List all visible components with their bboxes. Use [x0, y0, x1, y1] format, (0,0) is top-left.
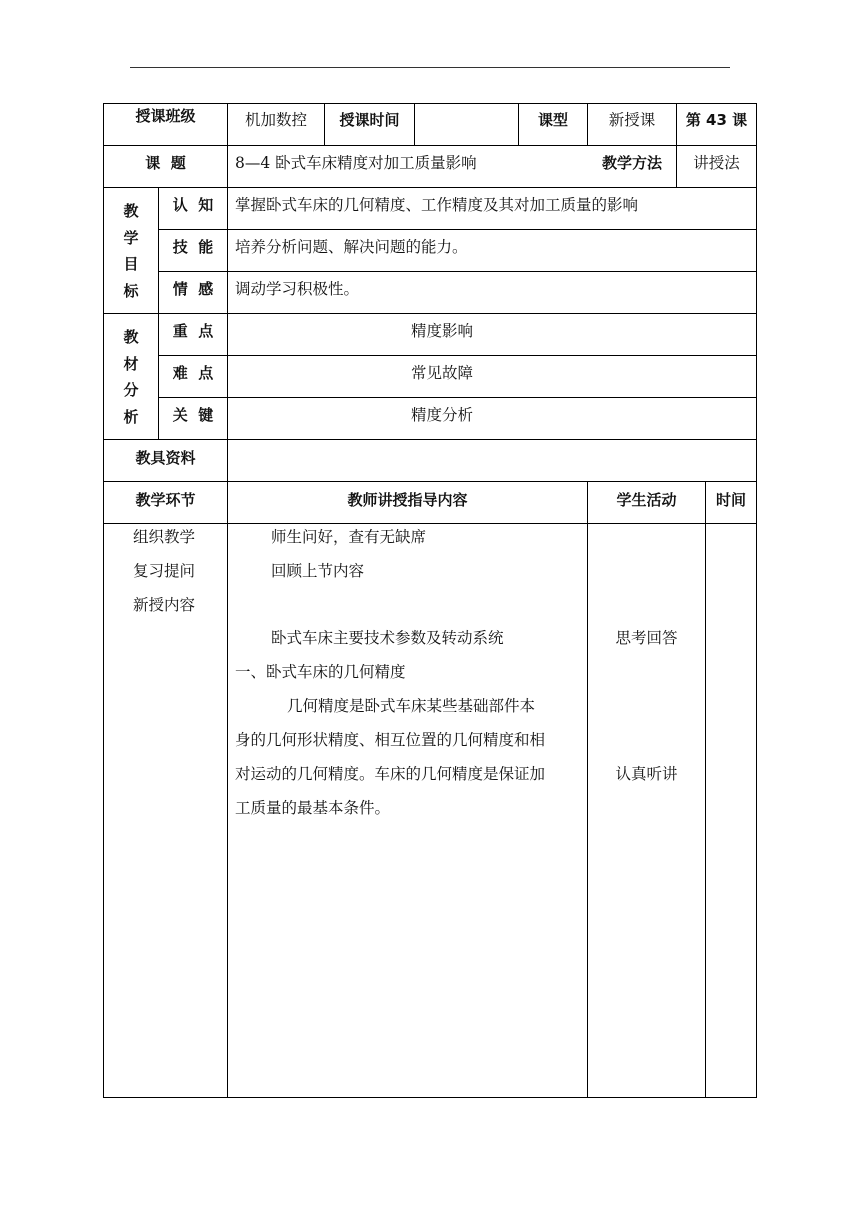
objectives-group-char: 教	[123, 202, 139, 220]
stage-item: 组织教学	[133, 528, 196, 546]
table-rule	[158, 355, 757, 356]
stage-item: 复习提问	[133, 562, 196, 580]
emotion-label: 情 感	[172, 280, 214, 298]
cognition-value: 掌握卧式车床的几何精度、工作精度及其对加工质量的影响	[235, 196, 639, 214]
key-point-label: 重 点	[172, 322, 214, 340]
header-student-activity: 学生活动	[616, 491, 677, 509]
content-line: 师生问好，查有无缺席	[271, 528, 427, 546]
skill-value: 培养分析问题、解决问题的能力。	[235, 238, 468, 256]
type-label: 课型	[537, 111, 568, 129]
analysis-group-char: 分	[123, 381, 139, 399]
table-rule	[587, 481, 588, 1098]
stage-item: 新授内容	[133, 596, 196, 614]
method-value: 讲授法	[693, 154, 740, 172]
lesson-number: 第 43 课	[685, 111, 748, 129]
table-rule	[103, 187, 757, 188]
table-rule	[705, 481, 706, 1098]
difficulty-value: 常见故障	[410, 364, 473, 382]
table-rule	[414, 103, 415, 145]
content-line: 对运动的几何精度。车床的几何精度是保证加	[235, 765, 546, 783]
content-line: 身的几何形状精度、相互位置的几何精度和相	[235, 731, 546, 749]
header-rule	[130, 67, 730, 68]
table-rule	[103, 439, 757, 440]
crux-value: 精度分析	[410, 406, 473, 424]
header-stage: 教学环节	[135, 491, 196, 509]
table-rule	[158, 271, 757, 272]
content-line: 几何精度是卧式车床某些基础部件本	[287, 697, 536, 715]
topic-value: 8—4 卧式车床精度对加工质量影响	[235, 154, 477, 172]
objectives-group-char: 目	[123, 255, 139, 273]
student-activity: 认真听讲	[615, 765, 678, 783]
emotion-value: 调动学习积极性。	[235, 280, 360, 298]
content-line: 卧式车床主要技术参数及转动系统	[271, 629, 504, 647]
table-rule	[103, 523, 757, 524]
type-value: 新授课	[608, 111, 656, 129]
objectives-group-char: 标	[123, 281, 139, 300]
analysis-group-label	[121, 324, 141, 430]
cognition-label: 认 知	[172, 196, 214, 214]
class-value: 机加数控	[244, 111, 307, 129]
analysis-group-char: 材	[123, 354, 139, 373]
skill-label: 技 能	[172, 238, 214, 256]
analysis-group-char: 析	[123, 407, 139, 426]
key-point-value: 精度影响	[410, 322, 473, 340]
difficulty-label: 难 点	[172, 364, 214, 382]
analysis-group-char: 教	[123, 328, 139, 346]
objectives-group-label	[121, 198, 141, 304]
content-line: 回顾上节内容	[271, 562, 365, 580]
table-rule	[158, 187, 159, 439]
table-rule	[103, 481, 757, 482]
time-label: 授课时间	[339, 111, 400, 129]
table-rule	[158, 229, 757, 230]
method-label: 教学方法	[601, 154, 662, 172]
table-rule	[103, 103, 104, 1098]
table-rule	[103, 145, 757, 146]
table-rule	[103, 313, 757, 314]
table-rule	[103, 1097, 757, 1098]
table-rule	[158, 397, 757, 398]
header-time: 时间	[715, 491, 746, 509]
content-line: 一、卧式车床的几何精度	[235, 663, 406, 681]
materials-label: 教具资料	[135, 449, 196, 467]
class-label: 授课班级	[135, 107, 196, 125]
header-teacher-content: 教师讲授指导内容	[347, 491, 468, 509]
crux-label: 关 键	[172, 406, 214, 424]
content-line: 工质量的最基本条件。	[235, 799, 391, 817]
table-rule	[103, 103, 757, 104]
student-activity: 思考回答	[615, 629, 678, 647]
objectives-group-char: 学	[123, 228, 139, 247]
topic-label: 课 题	[145, 154, 186, 172]
table-rule	[227, 103, 228, 1098]
table-rule	[756, 103, 757, 1098]
